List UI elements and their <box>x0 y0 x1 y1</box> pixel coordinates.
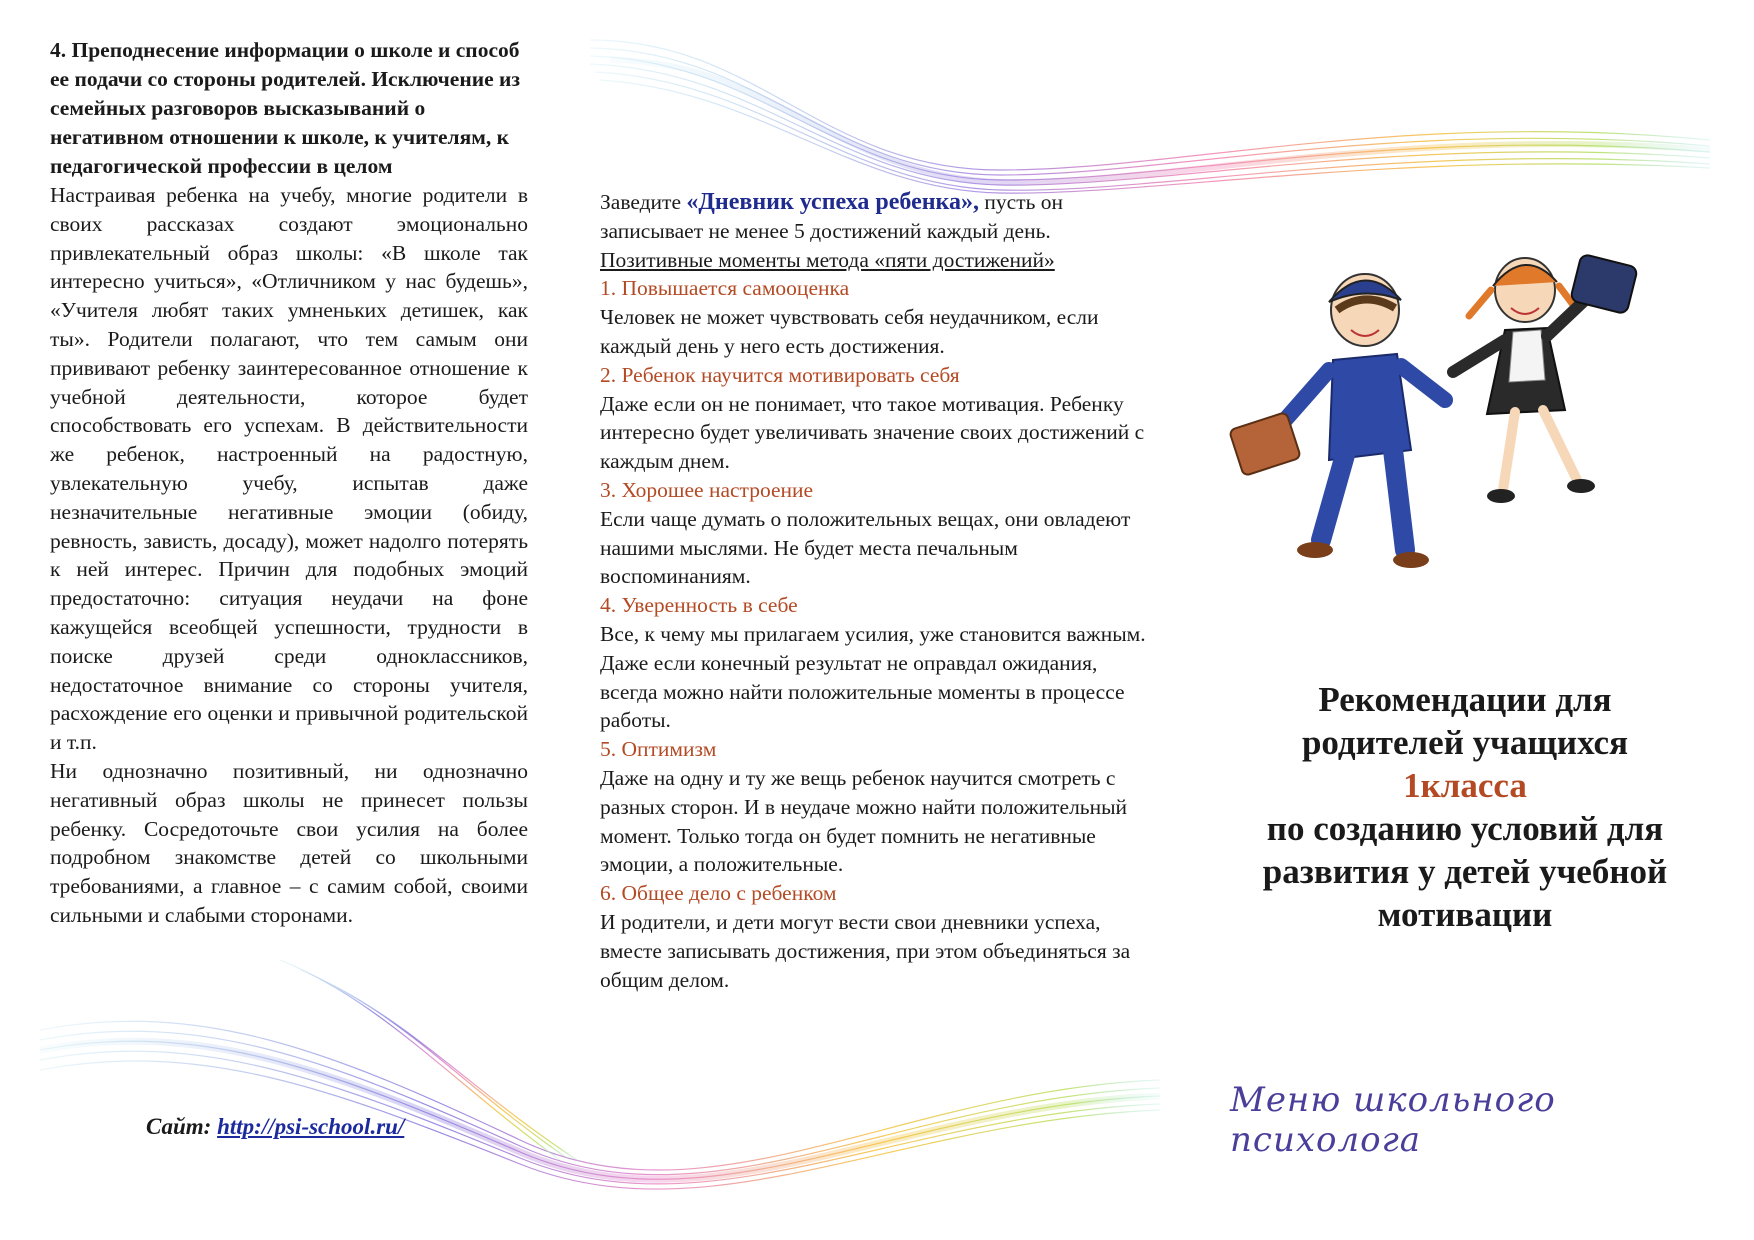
site-label: Сайт: <box>146 1114 212 1139</box>
benefit-text: Даже на одну и ту же вещь ребенок научится смотреть с разных сторон. И в неудаче можно найти положительный момент. Только тогда он будет помнить не негативные эмоции, а положительные. <box>600 765 1128 877</box>
benefit-text: Все, к чему мы прилагаем усилия, уже становится важным. Даже если конечный результат не оправдал ожидания, всегда можно найти положительные моменты в процессе работы. <box>600 621 1146 733</box>
benefit-text: Если чаще думать о положительных вещах, они овладеют нашими мыслями. Не будет места печальным воспоминаниям. <box>600 506 1131 589</box>
section-heading: 4. Преподнесение информации о школе и способ ее подачи со стороны родителей. Исключение из семейных разговоров высказываний о негативном отношении к школе, к учителям, к педагогической профессии в целом <box>50 38 521 178</box>
site-line <box>146 1114 404 1140</box>
method-title: Позитивные моменты метода «пяти достижений» <box>600 247 1055 272</box>
benefit-text: Даже если он не понимает, что такое мотивация. Ребенку интересно будет увеличивать значение своих достижений с каждым днем. <box>600 391 1145 474</box>
title-line-3: по созданию условий для <box>1266 809 1664 848</box>
title-line-4: развития у детей учебной <box>1262 852 1668 891</box>
title-line-2: родителей учащихся <box>1301 723 1629 762</box>
title-line-5: мотивации <box>1377 895 1553 934</box>
benefit-title: 4. Уверенность в себе <box>600 593 798 618</box>
intro-suffix: пусть он записывает не менее 5 достижений каждый день. <box>600 190 1064 243</box>
benefit-title: 6. Общее дело с ребенком <box>600 881 837 906</box>
paragraph-1: Настраивая ребенка на учебу, многие родители в своих рассказах создают эмоционально привлекательный образ школы: «В школе так интересно учиться», «Отличником у нас будешь», «Учителя любят таких умненьких детишек, как ты». Родители полагают, что тем самым они прививают ребенку заинтересованное отношение к учебной деятельности, которое будет способствовать его успехам. В действительности же ребенок, настроенный на радостную, увлекательную учебу, испытав даже незначительные негативные эмоции (обиду, ревность, зависть, досаду), может надолго потерять к ней интерес. Причин для подобных эмоций предостаточно: ситуация неудачи на фоне кажущейся всеобщей успешности, трудности в поиске друзей среди одноклассников, недостаточное внимание со стороны учителя, расхождение его оценки и привычной родительской и т.п. <box>50 183 528 755</box>
benefit-text: И родители, и дети могут вести свои дневники успеха, вместе записывать достижения, при этом объединяться за общим делом. <box>600 909 1131 992</box>
paragraph-2: Ни однозначно позитивный, ни однозначно негативный образ школы не принесет пользы ребенку. Сосредоточьте свои усилия на более подробном знакомстве детей со школьными требованиями, а главное – с самим собой, своими сильными и слабыми сторонами. <box>50 758 528 927</box>
benefit-title: 2. Ребенок научится мотивировать себя <box>600 362 960 387</box>
intro-prefix: Заведите <box>600 190 681 214</box>
benefit-text: Человек не может чувствовать себя неудачником, если каждый день у него есть достижения. <box>600 305 1099 358</box>
title-grade: 1класса <box>1403 766 1527 805</box>
left-panel <box>50 36 528 930</box>
diary-intro <box>600 188 1160 246</box>
title-line-1: Рекомендации для <box>1318 680 1612 719</box>
site-link[interactable]: http://psi-school.ru/ <box>217 1114 405 1139</box>
middle-panel <box>600 188 1160 994</box>
boy-figure <box>1229 274 1445 568</box>
diary-name: «Дневник успеха ребенка», <box>686 189 980 215</box>
signature-text: Меню школьного психолога <box>1230 1080 1556 1160</box>
benefit-title: 5. Оптимизм <box>600 737 717 762</box>
brochure-title <box>1215 678 1715 936</box>
girl-figure <box>1453 254 1638 503</box>
schoolchildren-illustration <box>1225 250 1695 620</box>
benefit-title: 1. Повышается самооценка <box>600 276 850 301</box>
benefit-title: 3. Хорошее настроение <box>600 477 814 502</box>
